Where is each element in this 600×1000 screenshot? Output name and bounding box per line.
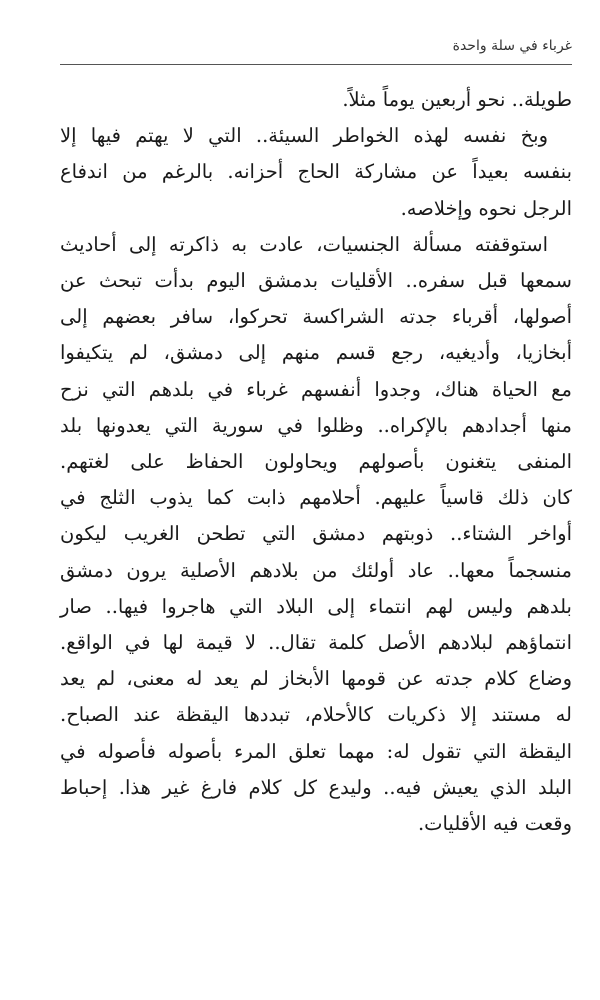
text-line: وبخ نفسه لهذه الخواطر السيئة.. التي لا يهتم فيها إلا (60, 124, 548, 148)
text-line: بلدهم وليس لهم انتماء إلى البلاد التي هاجروا فيها.. صار (60, 594, 572, 618)
text-line: سمعها قبل سفره.. الأقليات بدمشق اليوم بدأت تبحث عن (60, 269, 572, 293)
text-line: طويلة.. نحو أربعين يوماً مثلاً. (342, 88, 572, 111)
text-line: وضاع كلام جدته عن قومها الأبخاز لم يعد له معنى، لم يعد (60, 667, 572, 691)
text-line: له مستند إلا ذكريات كالأحلام، تبددها اليقظة عند الصباح. (60, 703, 572, 727)
running-header: غرباء في سلة واحدة (452, 38, 572, 54)
text-line: انتماؤهم لبلادهم الأصل كلمة تقال.. لا قيمة لها في الواقع. (60, 631, 572, 655)
text-line: وقعت فيه الأقليات. (417, 812, 572, 836)
text-line: أبخازيا، وأديغيه، رجع قسم منهم إلى دمشق، لم يتكيفوا (60, 341, 572, 365)
text-line: مع الحياة هناك، وجدوا أنفسهم غرباء في بلدهم التي نزح (60, 377, 572, 401)
text-line: البلد الذي يعيش فيه.. وليدع كل كلام فارغ غير هذا. إحباط (60, 775, 572, 799)
text-line: منها أجدادهم بالإكراه.. وظلوا في سورية التي يعدونها بلد (60, 413, 572, 437)
text-line: أصولها، أقرباء جدته الشراكسة تحركوا، سافر بعضهم إلى (60, 305, 572, 329)
text-line: كان ذلك قاسياً عليهم. أحلامهم ذابت كما يذوب الثلج في (60, 486, 572, 510)
text-line: استوقفته مسألة الجنسيات، عادت به ذاكرته إلى أحاديث (60, 232, 548, 256)
text-line: منسجماً معها.. عاد أولئك من بلادهم الأصلية يرون دمشق (60, 558, 572, 582)
text-line: اليقظة التي تقول له: مهما تعلق المرء بأصوله فأصوله في (60, 739, 572, 763)
body-text (60, 82, 572, 842)
text-line: أواخر الشتاء.. ذوبتهم دمشق التي تطحن الغريب ليكون (60, 522, 572, 546)
text-line: المنفى يتغنون بأصولهم ويحاولون الحفاظ على لغتهم. (60, 450, 572, 474)
text-line: الرجل نحوه وإخلاصه. (400, 196, 572, 220)
header-divider (60, 64, 572, 65)
text-line: بنفسه بعيداً عن مشاركة الحاج أحزانه. بالرغم من اندفاع (60, 160, 572, 184)
